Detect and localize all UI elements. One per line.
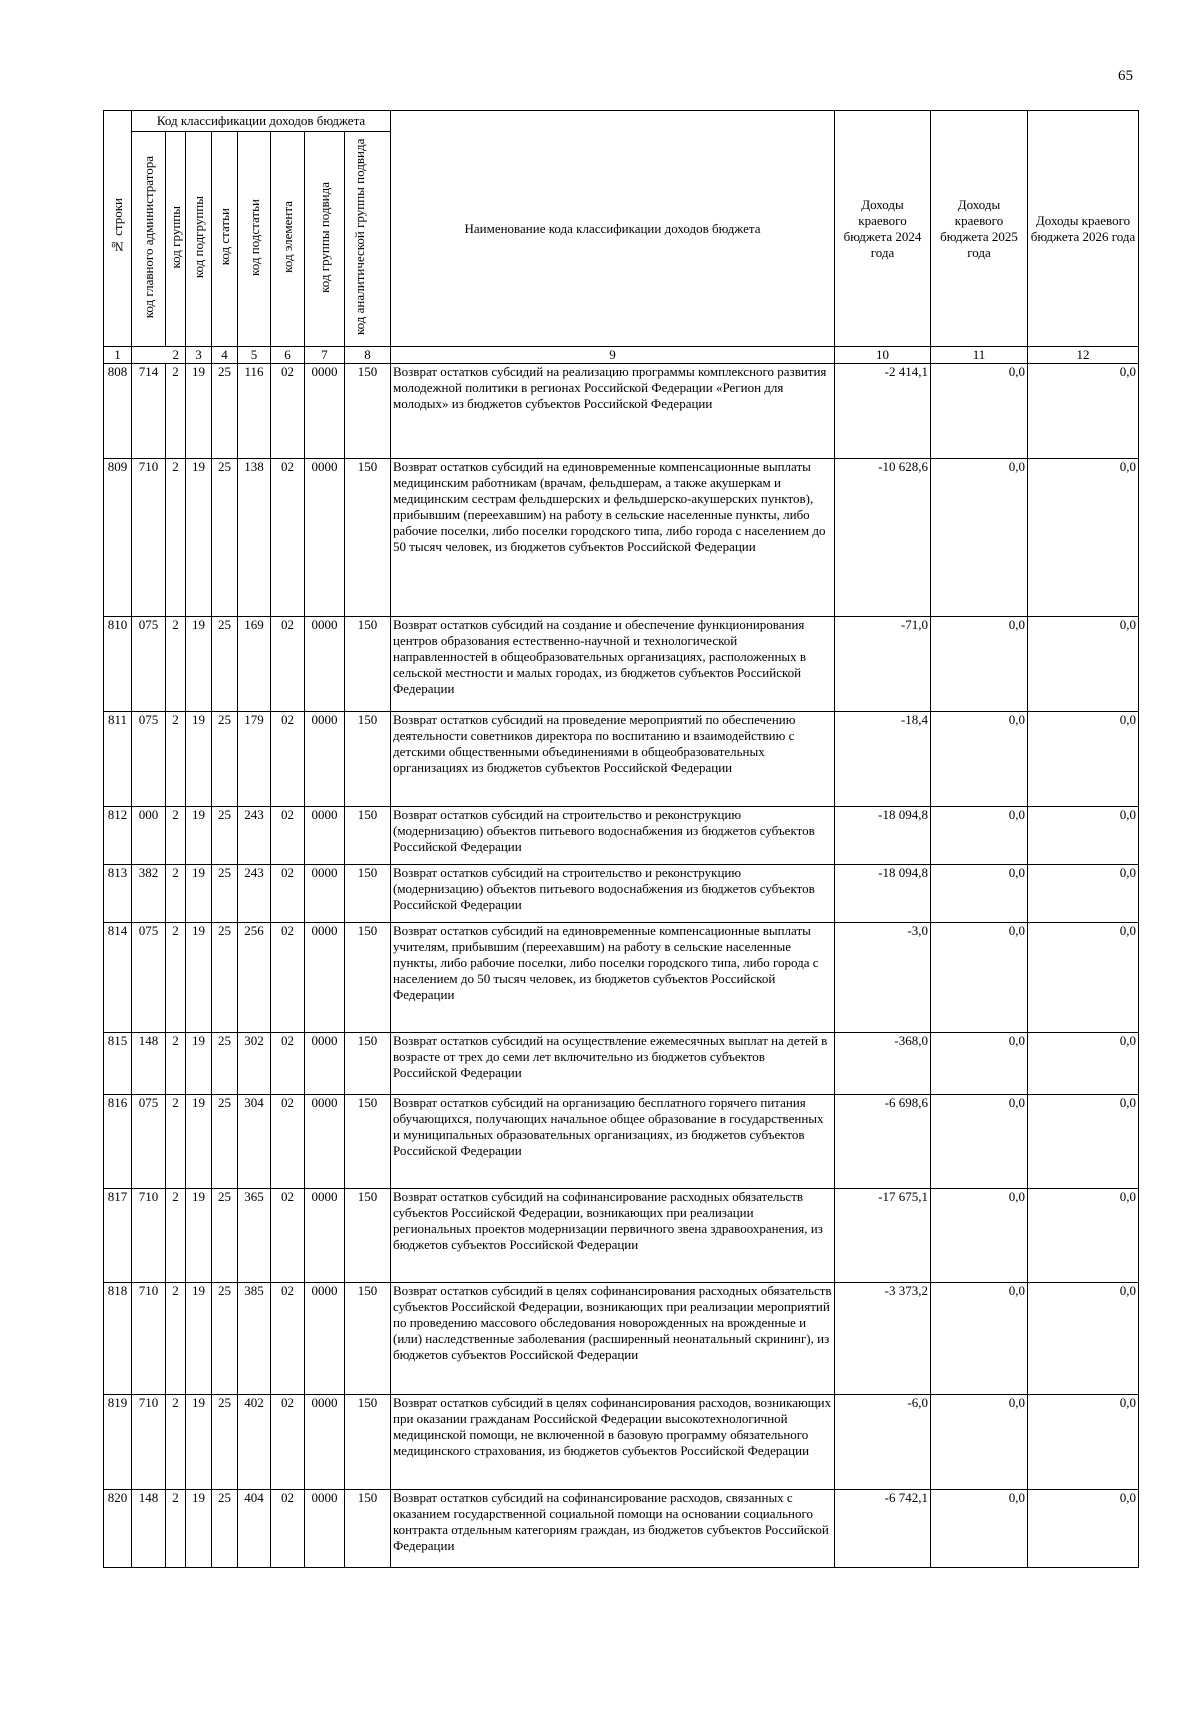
income-2024: -18,4 bbox=[835, 712, 931, 807]
table-row bbox=[104, 923, 1139, 1033]
code-element: 02 bbox=[271, 364, 305, 459]
code-subgroup: 19 bbox=[186, 923, 212, 1033]
code-subarticle: 179 bbox=[238, 712, 271, 807]
income-2024: -3,0 bbox=[835, 923, 931, 1033]
code-subgroup: 19 bbox=[186, 364, 212, 459]
code-subgroup: 19 bbox=[186, 1189, 212, 1283]
code-subgroup: 19 bbox=[186, 1095, 212, 1189]
code-article: 25 bbox=[212, 712, 238, 807]
code-admin: 000 bbox=[132, 807, 166, 865]
code-subtype-group: 0000 bbox=[305, 1095, 345, 1189]
income-2024: -18 094,8 bbox=[835, 865, 931, 923]
income-2024: -6 742,1 bbox=[835, 1490, 931, 1568]
code-analytic-group: 150 bbox=[345, 807, 391, 865]
income-2024: -368,0 bbox=[835, 1033, 931, 1095]
income-2024: -6 698,6 bbox=[835, 1095, 931, 1189]
table-row bbox=[104, 1490, 1139, 1568]
code-article: 25 bbox=[212, 865, 238, 923]
income-2024: -2 414,1 bbox=[835, 364, 931, 459]
code-article: 25 bbox=[212, 1189, 238, 1283]
income-code-name: Возврат остатков субсидий на реализацию программы комплексного развития молодежной политики в регионах Российской Федерации «Регион для молодых» из бюджетов субъектов Российской Федерации bbox=[391, 364, 835, 459]
code-subarticle: 256 bbox=[238, 923, 271, 1033]
income-2024: -3 373,2 bbox=[835, 1283, 931, 1395]
code-analytic-group: 150 bbox=[345, 1033, 391, 1095]
code-article: 25 bbox=[212, 1283, 238, 1395]
header-code-admin: код главного администратора bbox=[132, 132, 166, 347]
header-income-2026: Доходы краевого бюджета 2026 года bbox=[1028, 111, 1139, 347]
column-number: 1 bbox=[104, 347, 132, 364]
code-article: 25 bbox=[212, 617, 238, 712]
code-subtype-group: 0000 bbox=[305, 1189, 345, 1283]
header-code-article: код статьи bbox=[212, 132, 238, 347]
code-group: 2 bbox=[166, 364, 186, 459]
code-subtype-group: 0000 bbox=[305, 1490, 345, 1568]
row-number: 814 bbox=[104, 923, 132, 1033]
code-article: 25 bbox=[212, 1490, 238, 1568]
row-number: 817 bbox=[104, 1189, 132, 1283]
header-income-2025: Доходы краевого бюджета 2025 года bbox=[931, 111, 1028, 347]
code-admin: 148 bbox=[132, 1490, 166, 1568]
income-2026: 0,0 bbox=[1028, 1283, 1139, 1395]
header-name: Наименование кода классификации доходов бюджета bbox=[391, 111, 835, 347]
code-analytic-group: 150 bbox=[345, 1395, 391, 1490]
code-subarticle: 302 bbox=[238, 1033, 271, 1095]
income-2026: 0,0 bbox=[1028, 1395, 1139, 1490]
income-2026: 0,0 bbox=[1028, 1033, 1139, 1095]
code-element: 02 bbox=[271, 1189, 305, 1283]
table-row bbox=[104, 865, 1139, 923]
code-analytic-group: 150 bbox=[345, 1283, 391, 1395]
income-code-name: Возврат остатков субсидий на организацию бесплатного горячего питания обучающихся, получающих начальное общее образование в государственных и муниципальных образовательных организациях, из бюджетов субъектов Российской Федерации bbox=[391, 1095, 835, 1189]
code-analytic-group: 150 bbox=[345, 1490, 391, 1568]
code-article: 25 bbox=[212, 807, 238, 865]
header-code-element: код элемента bbox=[271, 132, 305, 347]
income-2024: -10 628,6 bbox=[835, 459, 931, 617]
income-code-name: Возврат остатков субсидий на единовременные компенсационные выплаты учителям, прибывшим (переехавшим) на работу в сельские населенные пункты, либо рабочие поселки, либо поселки городского типа, либо города с населением до 50 тысяч человек, из бюджетов субъектов Российской Федерации bbox=[391, 923, 835, 1033]
code-subtype-group: 0000 bbox=[305, 459, 345, 617]
header-code-subtype-group: код группы подвида bbox=[305, 132, 345, 347]
code-group: 2 bbox=[166, 1490, 186, 1568]
code-subtype-group: 0000 bbox=[305, 712, 345, 807]
code-subtype-group: 0000 bbox=[305, 807, 345, 865]
code-subarticle: 402 bbox=[238, 1395, 271, 1490]
table-row bbox=[104, 1395, 1139, 1490]
column-number: 2 bbox=[132, 347, 186, 364]
row-number: 815 bbox=[104, 1033, 132, 1095]
income-2024: -71,0 bbox=[835, 617, 931, 712]
column-number: 4 bbox=[212, 347, 238, 364]
row-number: 819 bbox=[104, 1395, 132, 1490]
code-group: 2 bbox=[166, 923, 186, 1033]
code-subtype-group: 0000 bbox=[305, 1033, 345, 1095]
income-2025: 0,0 bbox=[931, 1283, 1028, 1395]
code-subtype-group: 0000 bbox=[305, 923, 345, 1033]
code-subgroup: 19 bbox=[186, 617, 212, 712]
income-code-name: Возврат остатков субсидий на осуществление ежемесячных выплат на детей в возрасте от трех до семи лет включительно из бюджетов субъектов Российской Федерации bbox=[391, 1033, 835, 1095]
code-admin: 710 bbox=[132, 1283, 166, 1395]
income-code-name: Возврат остатков субсидий на софинансирование расходных обязательств субъектов Российской Федерации, возникающих при реализации региональных проектов модернизации первичного звена здравоохранения, из бюджетов субъектов Российской Федерации bbox=[391, 1189, 835, 1283]
income-2026: 0,0 bbox=[1028, 807, 1139, 865]
header-code-group: код группы bbox=[166, 132, 186, 347]
header-income-2024: Доходы краевого бюджета 2024 года bbox=[835, 111, 931, 347]
code-article: 25 bbox=[212, 1095, 238, 1189]
income-2024: -18 094,8 bbox=[835, 807, 931, 865]
income-2025: 0,0 bbox=[931, 617, 1028, 712]
header-classification-group: Код классификации доходов бюджета bbox=[132, 111, 391, 132]
row-number: 813 bbox=[104, 865, 132, 923]
code-subgroup: 19 bbox=[186, 1395, 212, 1490]
code-analytic-group: 150 bbox=[345, 459, 391, 617]
column-number: 9 bbox=[391, 347, 835, 364]
code-group: 2 bbox=[166, 712, 186, 807]
table-row bbox=[104, 1189, 1139, 1283]
code-subgroup: 19 bbox=[186, 807, 212, 865]
code-group: 2 bbox=[166, 1033, 186, 1095]
code-subarticle: 404 bbox=[238, 1490, 271, 1568]
code-element: 02 bbox=[271, 1490, 305, 1568]
income-2025: 0,0 bbox=[931, 1395, 1028, 1490]
header-code-subarticle: код подстатьи bbox=[238, 132, 271, 347]
code-subarticle: 116 bbox=[238, 364, 271, 459]
code-admin: 714 bbox=[132, 364, 166, 459]
code-analytic-group: 150 bbox=[345, 923, 391, 1033]
code-element: 02 bbox=[271, 923, 305, 1033]
table-row bbox=[104, 459, 1139, 617]
income-2025: 0,0 bbox=[931, 807, 1028, 865]
code-article: 25 bbox=[212, 1033, 238, 1095]
code-element: 02 bbox=[271, 712, 305, 807]
code-admin: 710 bbox=[132, 459, 166, 617]
code-subgroup: 19 bbox=[186, 1490, 212, 1568]
table-row bbox=[104, 712, 1139, 807]
code-subtype-group: 0000 bbox=[305, 1395, 345, 1490]
income-2026: 0,0 bbox=[1028, 1189, 1139, 1283]
table-row bbox=[104, 1283, 1139, 1395]
budget-income-table bbox=[103, 110, 1139, 1568]
row-number: 809 bbox=[104, 459, 132, 617]
code-subarticle: 304 bbox=[238, 1095, 271, 1189]
income-2025: 0,0 bbox=[931, 1490, 1028, 1568]
income-2025: 0,0 bbox=[931, 1095, 1028, 1189]
column-number: 10 bbox=[835, 347, 931, 364]
income-code-name: Возврат остатков субсидий на строительство и реконструкцию (модернизацию) объектов питьевого водоснабжения из бюджетов субъектов Российской Федерации bbox=[391, 807, 835, 865]
code-subtype-group: 0000 bbox=[305, 617, 345, 712]
code-element: 02 bbox=[271, 617, 305, 712]
header-row-no: № строки bbox=[104, 111, 132, 347]
code-subtype-group: 0000 bbox=[305, 364, 345, 459]
code-analytic-group: 150 bbox=[345, 364, 391, 459]
row-number: 811 bbox=[104, 712, 132, 807]
code-group: 2 bbox=[166, 1395, 186, 1490]
code-subgroup: 19 bbox=[186, 712, 212, 807]
income-2026: 0,0 bbox=[1028, 865, 1139, 923]
income-2026: 0,0 bbox=[1028, 712, 1139, 807]
code-admin: 075 bbox=[132, 923, 166, 1033]
row-number: 812 bbox=[104, 807, 132, 865]
code-subarticle: 138 bbox=[238, 459, 271, 617]
code-article: 25 bbox=[212, 923, 238, 1033]
row-number: 808 bbox=[104, 364, 132, 459]
code-analytic-group: 150 bbox=[345, 712, 391, 807]
table-row bbox=[104, 617, 1139, 712]
income-2025: 0,0 bbox=[931, 865, 1028, 923]
code-article: 25 bbox=[212, 459, 238, 617]
code-analytic-group: 150 bbox=[345, 865, 391, 923]
code-group: 2 bbox=[166, 807, 186, 865]
column-number-row bbox=[104, 347, 1139, 364]
row-number: 816 bbox=[104, 1095, 132, 1189]
code-admin: 075 bbox=[132, 617, 166, 712]
income-2026: 0,0 bbox=[1028, 1095, 1139, 1189]
code-subgroup: 19 bbox=[186, 865, 212, 923]
column-number: 6 bbox=[271, 347, 305, 364]
income-2026: 0,0 bbox=[1028, 923, 1139, 1033]
code-subtype-group: 0000 bbox=[305, 865, 345, 923]
column-number: 11 bbox=[931, 347, 1028, 364]
code-element: 02 bbox=[271, 807, 305, 865]
code-subarticle: 169 bbox=[238, 617, 271, 712]
code-group: 2 bbox=[166, 459, 186, 617]
code-element: 02 bbox=[271, 1395, 305, 1490]
code-subgroup: 19 bbox=[186, 1283, 212, 1395]
code-subtype-group: 0000 bbox=[305, 1283, 345, 1395]
income-2025: 0,0 bbox=[931, 1189, 1028, 1283]
code-group: 2 bbox=[166, 1189, 186, 1283]
code-article: 25 bbox=[212, 1395, 238, 1490]
income-2026: 0,0 bbox=[1028, 1490, 1139, 1568]
code-element: 02 bbox=[271, 459, 305, 617]
income-2026: 0,0 bbox=[1028, 459, 1139, 617]
code-article: 25 bbox=[212, 364, 238, 459]
page-number: 65 bbox=[1118, 68, 1133, 84]
income-2026: 0,0 bbox=[1028, 617, 1139, 712]
column-number: 5 bbox=[238, 347, 271, 364]
code-group: 2 bbox=[166, 1283, 186, 1395]
code-admin: 075 bbox=[132, 712, 166, 807]
header-code-subgroup: код подгруппы bbox=[186, 132, 212, 347]
code-admin: 710 bbox=[132, 1189, 166, 1283]
header-code-analytic-group: код аналитической группы подвида bbox=[345, 132, 391, 347]
code-subgroup: 19 bbox=[186, 459, 212, 617]
code-subgroup: 19 bbox=[186, 1033, 212, 1095]
income-2024: -17 675,1 bbox=[835, 1189, 931, 1283]
income-code-name: Возврат остатков субсидий на строительство и реконструкцию (модернизацию) объектов питьевого водоснабжения из бюджетов субъектов Российской Федерации bbox=[391, 865, 835, 923]
income-2025: 0,0 bbox=[931, 1033, 1028, 1095]
code-subarticle: 385 bbox=[238, 1283, 271, 1395]
income-2025: 0,0 bbox=[931, 923, 1028, 1033]
code-element: 02 bbox=[271, 1095, 305, 1189]
column-number: 12 bbox=[1028, 347, 1139, 364]
code-analytic-group: 150 bbox=[345, 1189, 391, 1283]
column-number: 3 bbox=[186, 347, 212, 364]
income-code-name: Возврат остатков субсидий на единовременные компенсационные выплаты медицинским работникам (врачам, фельдшерам, а также акушеркам и медицинским сестрам фельдшерских и фельдшерско-акушерских пунктов), прибывшим (переехавшим) на работу в сельские населенные пункты, либо рабочие поселки, либо поселки городского типа, либо города с населением до 50 тысяч человек, из бюджетов субъектов Российской Федерации bbox=[391, 459, 835, 617]
code-element: 02 bbox=[271, 865, 305, 923]
code-analytic-group: 150 bbox=[345, 1095, 391, 1189]
code-analytic-group: 150 bbox=[345, 617, 391, 712]
row-number: 820 bbox=[104, 1490, 132, 1568]
income-code-name: Возврат остатков субсидий на софинансирование расходов, связанных с оказанием государственной социальной помощи на основании социального контракта отдельным категориям граждан, из бюджетов субъектов Российской Федерации bbox=[391, 1490, 835, 1568]
code-admin: 710 bbox=[132, 1395, 166, 1490]
code-subarticle: 243 bbox=[238, 865, 271, 923]
code-subarticle: 243 bbox=[238, 807, 271, 865]
table-row bbox=[104, 1095, 1139, 1189]
income-2025: 0,0 bbox=[931, 459, 1028, 617]
code-admin: 148 bbox=[132, 1033, 166, 1095]
income-2024: -6,0 bbox=[835, 1395, 931, 1490]
income-2026: 0,0 bbox=[1028, 364, 1139, 459]
row-number: 810 bbox=[104, 617, 132, 712]
code-element: 02 bbox=[271, 1033, 305, 1095]
code-admin: 382 bbox=[132, 865, 166, 923]
income-code-name: Возврат остатков субсидий на создание и обеспечение функционирования центров образования естественно-научной и технологической направленностей в общеобразовательных организациях, расположенных в сельской местности и малых городах, из бюджетов субъектов Российской Федерации bbox=[391, 617, 835, 712]
code-subarticle: 365 bbox=[238, 1189, 271, 1283]
income-code-name: Возврат остатков субсидий в целях софинансирования расходов, возникающих при оказании гражданам Российской Федерации высокотехнологичной медицинской помощи, не включенной в базовую программу обязательного медицинского страхования, из бюджетов субъектов Российской Федерации bbox=[391, 1395, 835, 1490]
row-number: 818 bbox=[104, 1283, 132, 1395]
column-number: 8 bbox=[345, 347, 391, 364]
table-row bbox=[104, 1033, 1139, 1095]
code-admin: 075 bbox=[132, 1095, 166, 1189]
income-code-name: Возврат остатков субсидий на проведение мероприятий по обеспечению деятельности советников директора по воспитанию и взаимодействию с детскими общественными объединениями в общеобразовательных организациях из бюджетов субъектов Российской Федерации bbox=[391, 712, 835, 807]
table-row bbox=[104, 807, 1139, 865]
income-code-name: Возврат остатков субсидий в целях софинансирования расходных обязательств субъектов Российской Федерации, возникающих при реализации мероприятий по проведению массового обследования новорожденных на врожденные и (или) наследственные заболевания (расширенный неонатальный скрининг), из бюджетов субъектов Российской Федерации bbox=[391, 1283, 835, 1395]
income-2025: 0,0 bbox=[931, 364, 1028, 459]
code-group: 2 bbox=[166, 865, 186, 923]
income-2025: 0,0 bbox=[931, 712, 1028, 807]
column-number: 7 bbox=[305, 347, 345, 364]
code-group: 2 bbox=[166, 617, 186, 712]
code-element: 02 bbox=[271, 1283, 305, 1395]
table-row bbox=[104, 364, 1139, 459]
code-group: 2 bbox=[166, 1095, 186, 1189]
